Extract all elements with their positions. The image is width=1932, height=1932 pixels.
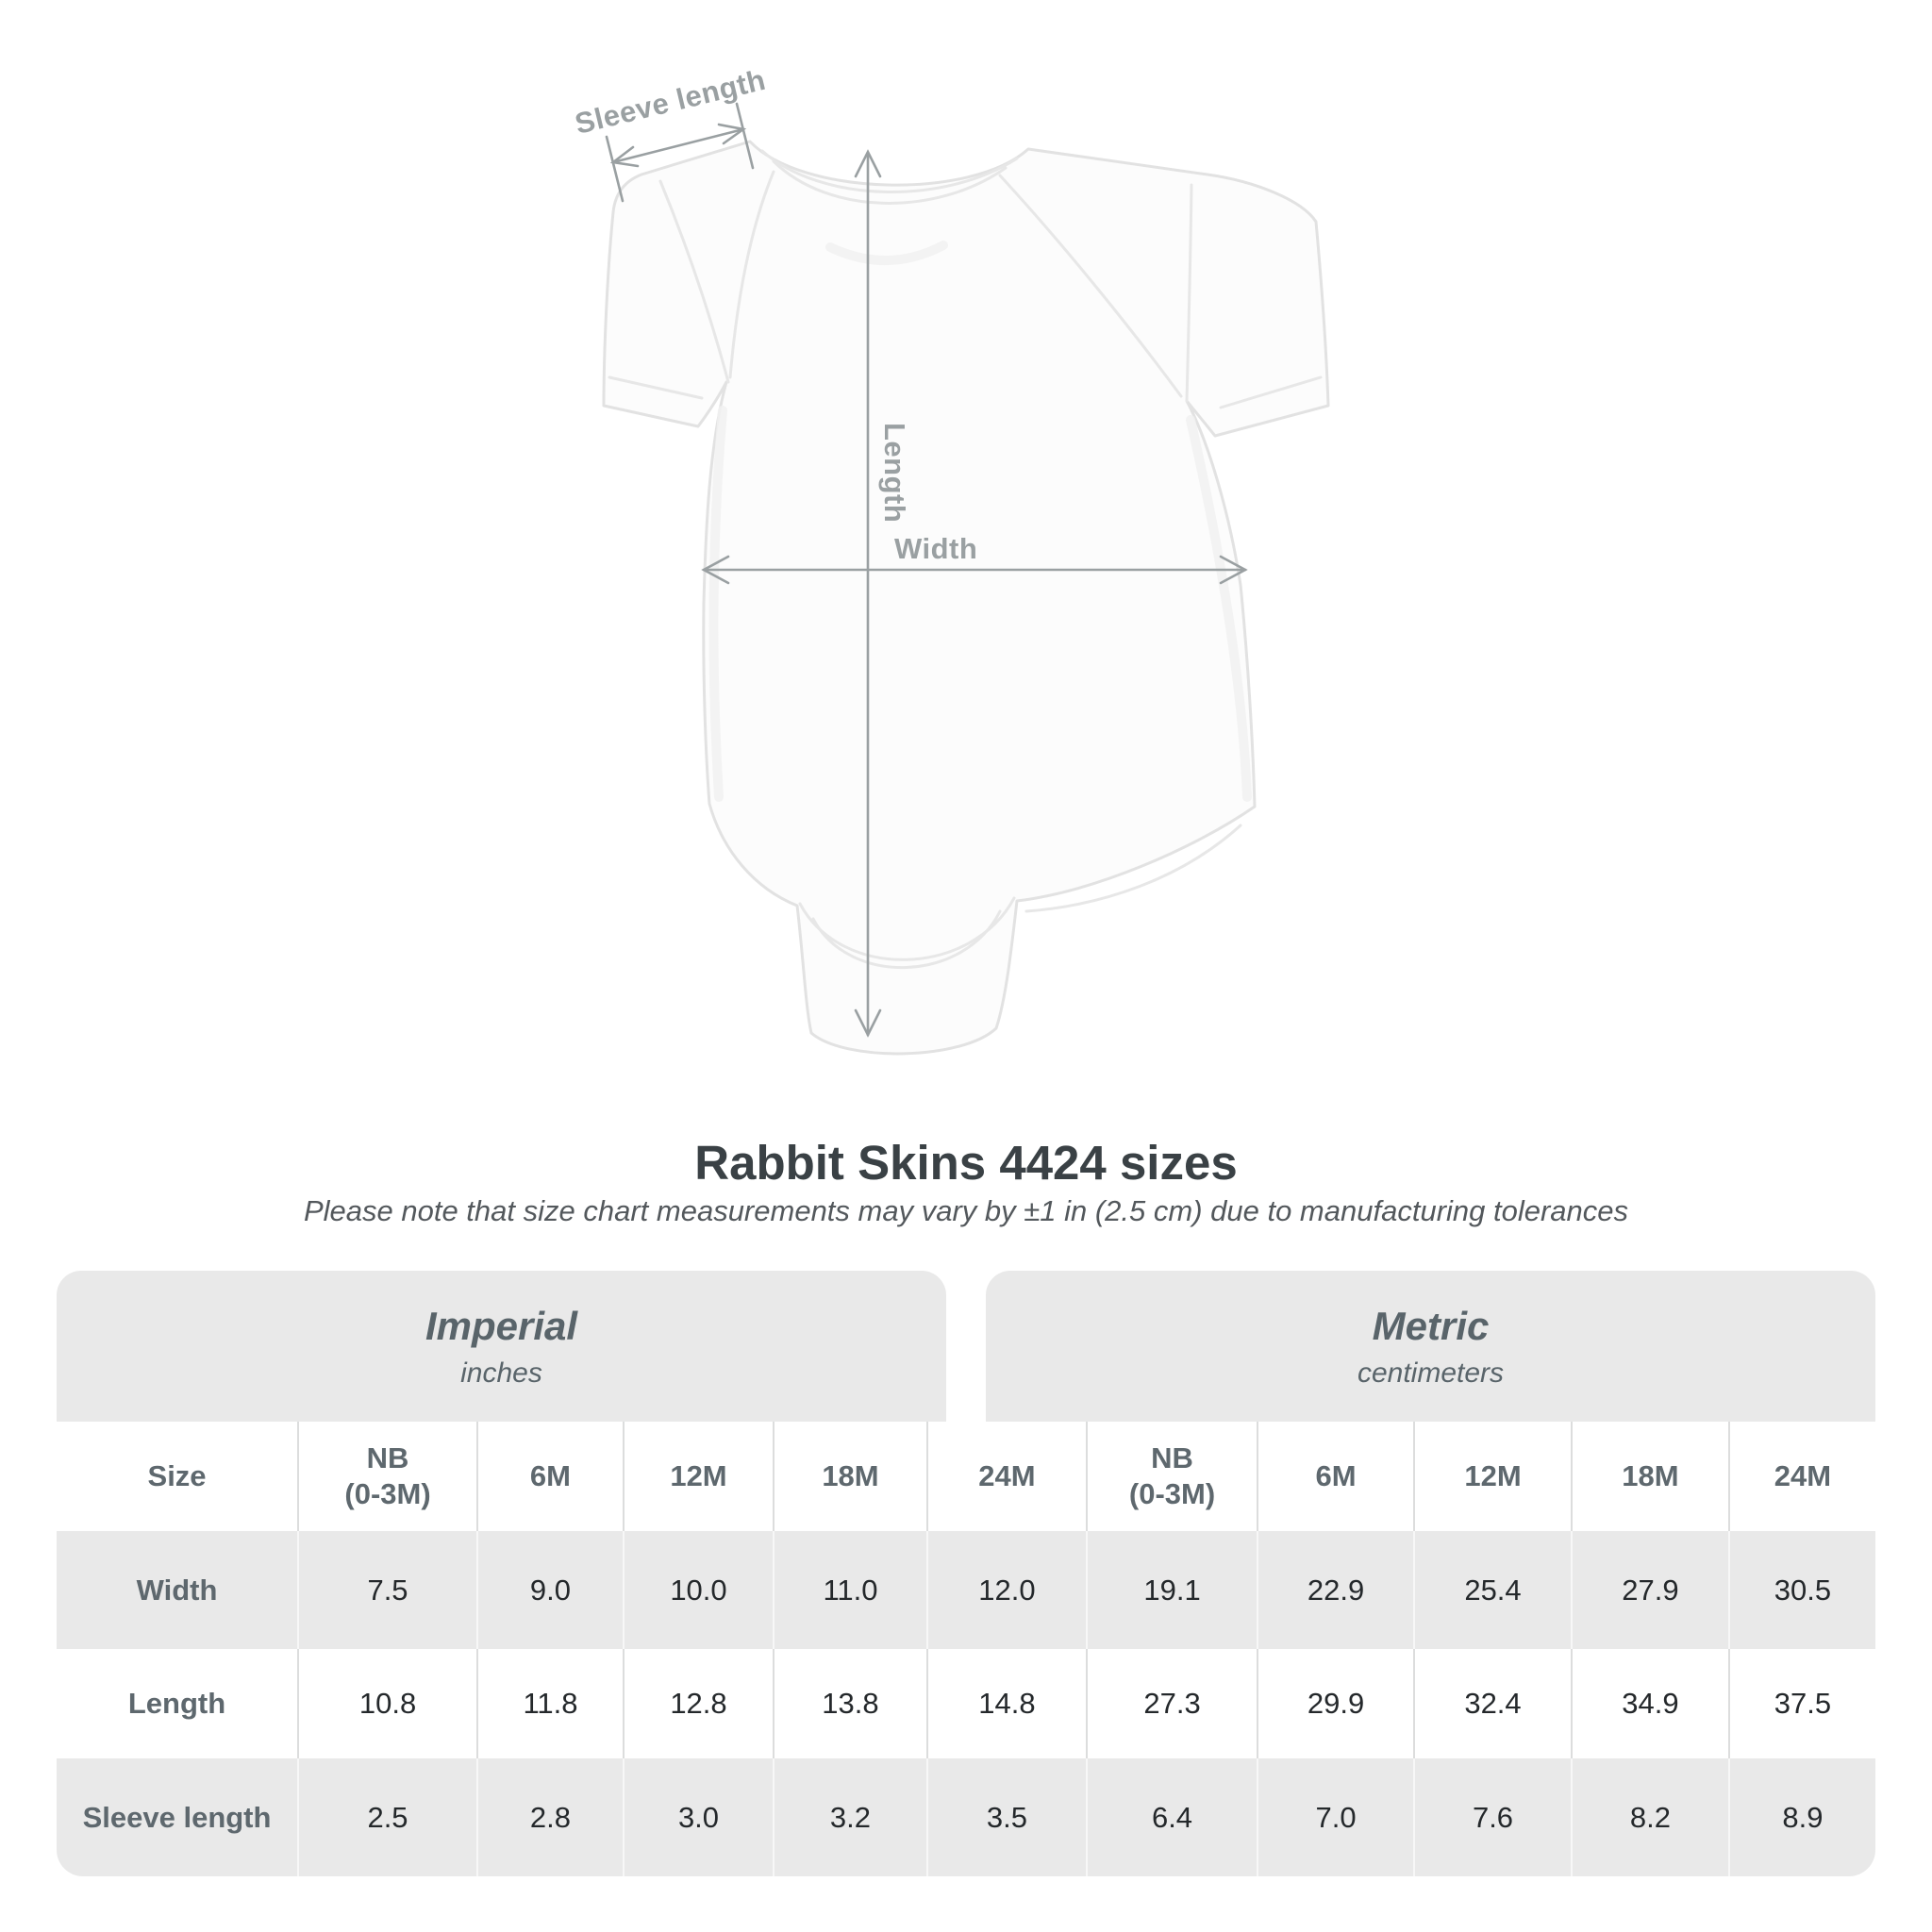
row-label: Length: [127, 1687, 226, 1720]
bodysuit-diagram: [406, 47, 1368, 1104]
width-label: Width: [894, 532, 978, 565]
table-cell: 37.5: [1728, 1649, 1875, 1758]
table-cell: 14.8: [926, 1649, 1086, 1758]
col-header-nb-imperial: [297, 1422, 476, 1531]
table-cell: 8.9: [1728, 1758, 1875, 1876]
row-label: Width: [136, 1573, 218, 1607]
col-header-24m-imperial: [926, 1422, 1086, 1531]
table-row-width: [57, 1531, 1875, 1649]
size-header-row: [57, 1422, 1875, 1531]
col-header-18m-metric: [1571, 1422, 1728, 1531]
col-header-line: NB: [366, 1441, 409, 1474]
table-cell: 3.2: [773, 1758, 926, 1876]
table-cell: 10.0: [623, 1531, 773, 1649]
col-header-line: 6M: [529, 1459, 571, 1492]
table-cell: 6.4: [1086, 1758, 1257, 1876]
col-header-line: (0-3M): [344, 1477, 431, 1510]
table-cell: 8.2: [1571, 1758, 1728, 1876]
col-header-line: 24M: [1774, 1459, 1832, 1492]
size-table: [57, 1271, 1875, 1876]
imperial-unit: inches: [460, 1357, 542, 1389]
table-cell: 29.9: [1257, 1649, 1413, 1758]
table-cell: 27.3: [1086, 1649, 1257, 1758]
metric-header: [986, 1271, 1875, 1422]
table-cell: 25.4: [1413, 1531, 1571, 1649]
table-cell: 7.0: [1257, 1758, 1413, 1876]
table-cell: 3.5: [926, 1758, 1086, 1876]
col-header-line: 12M: [670, 1459, 727, 1492]
table-row-length: [57, 1649, 1875, 1758]
col-header-18m-imperial: [773, 1422, 926, 1531]
col-header-line: 24M: [978, 1459, 1036, 1492]
table-cell: 11.0: [773, 1531, 926, 1649]
unit-header-band: [57, 1271, 1875, 1422]
sleeve-length-label: Sleeve length: [572, 62, 769, 141]
metric-unit: centimeters: [1357, 1357, 1505, 1389]
col-header-6m-imperial: [476, 1422, 623, 1531]
length-label: Length: [878, 423, 911, 524]
col-header-line: (0-3M): [1128, 1477, 1216, 1510]
col-header-line: 18M: [1622, 1459, 1679, 1492]
table-cell: 7.5: [297, 1531, 476, 1649]
col-header-12m-metric: [1413, 1422, 1571, 1531]
table-cell: 2.5: [297, 1758, 476, 1876]
size-col-header: Size: [147, 1459, 207, 1492]
imperial-header: [57, 1271, 946, 1422]
table-cell: 30.5: [1728, 1531, 1875, 1649]
col-header-line: 18M: [822, 1459, 879, 1492]
table-cell: 22.9: [1257, 1531, 1413, 1649]
table-cell: 2.8: [476, 1758, 623, 1876]
col-header-line: NB: [1151, 1441, 1193, 1474]
row-label: Sleeve length: [82, 1800, 272, 1834]
table-cell: 32.4: [1413, 1649, 1571, 1758]
table-cell: 11.8: [476, 1649, 623, 1758]
page-title: Rabbit Skins 4424 sizes: [694, 1136, 1238, 1190]
col-header-line: 6M: [1315, 1459, 1357, 1492]
tolerance-note: Please note that size chart measurements may vary by ±1 in (2.5 cm) due to manufacturing tolerances: [303, 1194, 1629, 1227]
table-cell: 13.8: [773, 1649, 926, 1758]
table-cell: 7.6: [1413, 1758, 1571, 1876]
imperial-title: Imperial: [425, 1303, 578, 1348]
col-header-6m-metric: [1257, 1422, 1413, 1531]
table-cell: 10.8: [297, 1649, 476, 1758]
col-header-12m-imperial: [623, 1422, 773, 1531]
table-cell: 27.9: [1571, 1531, 1728, 1649]
col-header-24m-metric: [1728, 1422, 1875, 1531]
table-cell: 19.1: [1086, 1531, 1257, 1649]
metric-title: Metric: [1372, 1303, 1490, 1348]
table-cell: 9.0: [476, 1531, 623, 1649]
table-cell: 3.0: [623, 1758, 773, 1876]
col-header-nb-metric: [1086, 1422, 1257, 1531]
col-header-line: 12M: [1464, 1459, 1522, 1492]
table-row-sleeve-length: [57, 1758, 1875, 1876]
table-cell: 34.9: [1571, 1649, 1728, 1758]
table-cell: 12.8: [623, 1649, 773, 1758]
table-cell: 12.0: [926, 1531, 1086, 1649]
